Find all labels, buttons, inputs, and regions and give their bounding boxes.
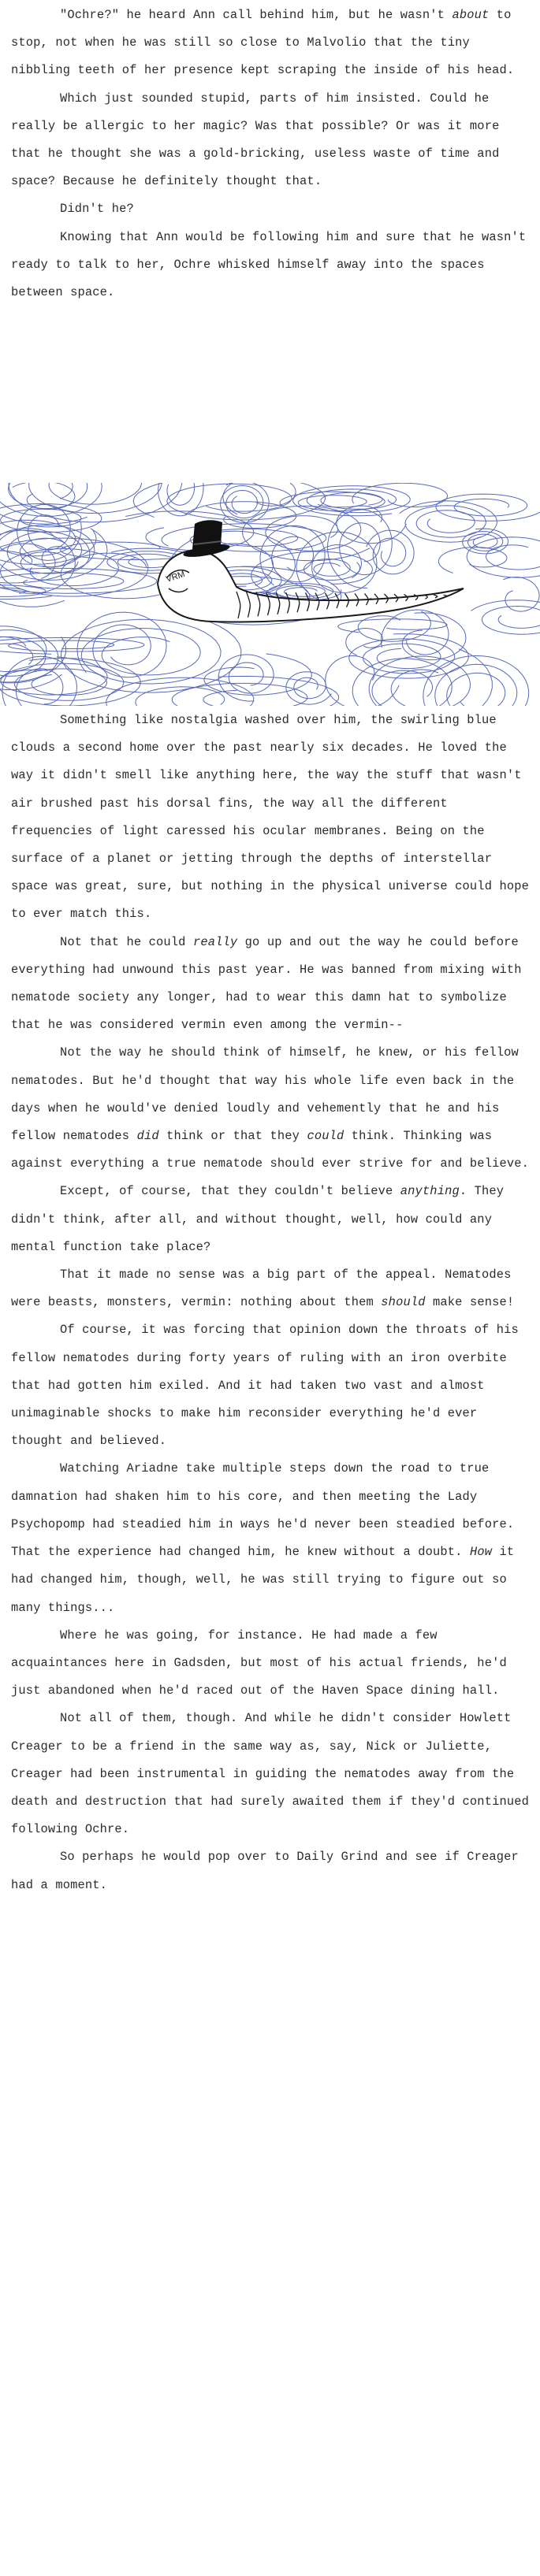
swirl-stroke — [367, 530, 414, 574]
paragraph-2: Which just sounded stupid, parts of him insisted. Could he really be allergic to her magic? Was that possible? Or was it more that he thought she was a gold-bricking, useless waste of time and space? Because he definitely thought that. — [11, 91, 500, 189]
swirl-stroke — [9, 483, 182, 522]
swirl-stroke — [0, 483, 102, 524]
paragraph-5: Something like nostalgia washed over him, the swirling blue clouds a second home over the past nearly six decades. He loved the way it didn't smell like anything here, the way the stuff that wasn't air brushed past his dorsal fins, the way all the different frequencies of light caressed his ocular membranes. Being on the surface of a planet or jetting through the depths of interstellar space was great, sure, but nothing in the physical universe could hope to ever match this. — [11, 713, 530, 922]
swirl-stroke — [126, 511, 254, 551]
paragraph-9 — [11, 1261, 531, 1316]
top-hat-icon — [182, 520, 230, 559]
swirl-stroke — [423, 655, 529, 706]
paragraph-6-rest: go up and out the way he could before everything had unwound this past year. He was banned from mixing with nematode society any longer, had to wear this damn hat to symbolize that he was considered vermin even among the vermin-- — [11, 934, 522, 1033]
swirl-stroke — [471, 600, 540, 635]
paragraph-14: So perhaps he would pop over to Daily Grind and see if Creager had a moment. — [11, 1850, 519, 1892]
paragraph-11-start: Watching Ariadne take multiple steps down the road to true damnation had shaken him to his core, and then meeting the Lady Psychopomp had steadied him in ways he'd never been steadied before. That the experience had changed him, he knew without a doubt. — [11, 1461, 515, 1560]
swirl-stroke — [358, 611, 430, 641]
blue-swirl-clouds — [0, 483, 540, 706]
swirl-stroke — [133, 483, 326, 520]
hat-label: VRM — [165, 569, 187, 585]
paragraph-9-rest: make sense! — [425, 1295, 515, 1310]
nematode-figure — [158, 520, 464, 622]
nematode-illustration — [0, 483, 540, 706]
paragraph-13: Not all of them, though. And while he didn't consider Howlett Creager to be a friend in the same way as, say, Nick or Juliette, Creager had been instrumental in guiding the nematodes away from the death and destruction that had surely awaited them if they'd continued following Ochre. — [11, 1711, 530, 1837]
swirl-stroke — [352, 483, 448, 507]
paragraph-7-mid: think or that they — [158, 1129, 307, 1144]
swirl-stroke — [286, 672, 331, 704]
story-text-bottom — [11, 707, 531, 1899]
paragraph-1-rest: to stop, not when he was still so close to Malvolio that the tiny nibbling teeth of her presence kept scraping the inside of his head. — [11, 8, 515, 78]
emphasis-about: about — [452, 8, 490, 22]
swirl-stroke — [0, 504, 102, 533]
swirl-stroke — [77, 612, 166, 677]
paragraph-1-start: "Ochre?" he heard Ann call behind him, but he wasn't — [60, 8, 452, 22]
paragraph-4: Knowing that Ann would be following him and sure that he wasn't ready to talk to her, Ochre whisked himself away into the spaces between space. — [11, 229, 527, 300]
paragraph-10: Of course, it was forcing that opinion down the throats of his fellow nematodes during forty years of ruling with an iron overbite that had gotten him exiled. And it had taken two vast and almost unimaginable shocks to make him reconsider everything he'd ever thought and believed. — [11, 1323, 519, 1449]
paragraph-11 — [11, 1455, 531, 1621]
paragraph-11-rest: it had changed him, though, well, he was still trying to figure out so many things... — [11, 1545, 515, 1615]
swirl-cloud-drawing — [0, 483, 540, 706]
paragraph-1 — [11, 2, 531, 85]
emphasis-could: could — [307, 1129, 344, 1144]
paragraph-8-rest: . They didn't think, after all, and without thought, well, how could any mental function take place? — [11, 1184, 505, 1254]
paragraph-8 — [11, 1178, 531, 1261]
paragraph-7 — [11, 1039, 531, 1178]
story-text-top — [11, 2, 531, 306]
paragraph-9-start: That it made no sense was a big part of the appeal. Nematodes were beasts, monsters, vermin: nothing about them — [11, 1268, 512, 1310]
swirl-stroke — [326, 656, 399, 707]
paragraph-7-rest: think. Thinking was against everything a true nematode should ever strive for and believe. — [11, 1129, 530, 1171]
swirl-stroke — [218, 655, 274, 701]
paragraph-3: Didn't he? — [60, 202, 134, 217]
swirl-stroke — [436, 494, 540, 521]
paragraph-6-start: Not that he could — [60, 934, 193, 949]
swirl-stroke — [328, 510, 393, 588]
emphasis-how: How — [469, 1545, 493, 1560]
emphasis-anything: anything — [400, 1184, 460, 1199]
swirl-stroke — [346, 629, 383, 655]
paragraph-8-start: Except, of course, that they couldn't believe — [60, 1184, 400, 1199]
paragraph-7-start: Not the way he should think of himself, he knew, or his fellow nematodes. But he'd thought that way his whole life even back in the days when he would've denied loudly and vehemently that he and his fellow nematodes — [11, 1045, 519, 1144]
paragraph-12: Where he was going, for instance. He had made a few acquaintances here in Gadsden, but most of his actual friends, he'd just abandoned when he'd raced out of the Haven Space dining hall. — [11, 1628, 507, 1698]
swirl-stroke — [467, 534, 540, 578]
emphasis-really: really — [192, 934, 238, 949]
emphasis-should: should — [381, 1295, 426, 1310]
swirl-stroke — [438, 547, 507, 573]
paragraph-6 — [11, 929, 531, 1040]
swirl-stroke — [61, 619, 241, 692]
emphasis-did: did — [136, 1129, 159, 1144]
swirl-stroke — [172, 676, 338, 706]
